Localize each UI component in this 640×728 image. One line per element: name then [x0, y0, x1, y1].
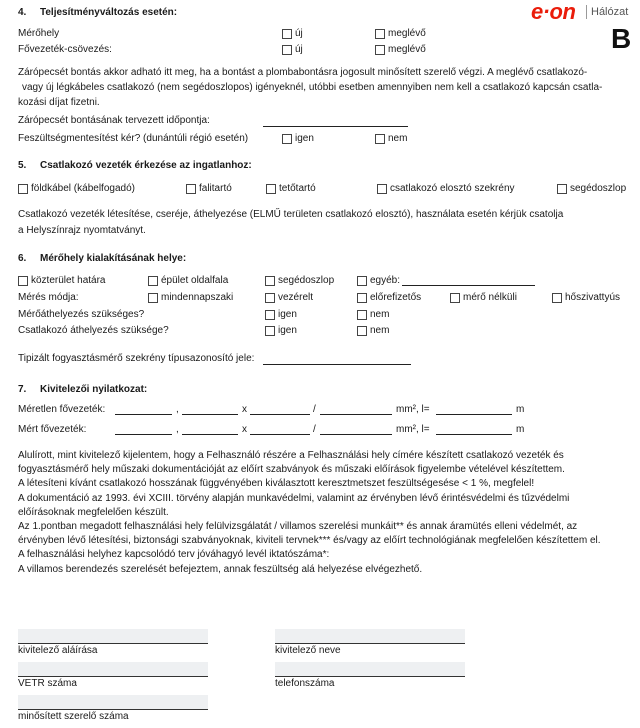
- section-7-number: 7.: [18, 384, 27, 395]
- metering-prepaid-option[interactable]: [357, 292, 421, 304]
- seal-date-label: Zárópecsét bontásának tervezett időpontja:: [18, 115, 210, 126]
- vetr-number-field[interactable]: [18, 662, 208, 677]
- declaration-line: fogyasztásmérő hely műszaki dokumentációját az előírt szabványok és műszaki előírások figyelembe vételével készítettem.: [18, 464, 565, 476]
- option-label: egyéb:: [370, 275, 401, 286]
- checkbox[interactable]: [375, 45, 385, 55]
- deenergize-no-option[interactable]: [375, 133, 407, 145]
- roof-bracket-option[interactable]: [266, 183, 316, 195]
- note-line: kozási díjat fizetni.: [18, 97, 100, 108]
- section-7-title: Kivitelezői nyilatkozat:: [40, 384, 148, 395]
- checkbox[interactable]: [18, 184, 28, 194]
- option-label: igen: [278, 309, 297, 320]
- option-label: vezérelt: [278, 292, 314, 303]
- section-5-title: Csatlakozó vezeték érkezése az ingatlanhoz:: [40, 160, 252, 171]
- option-label: igen: [295, 133, 314, 144]
- declaration-line: A dokumentáció az 1993. évi XCIII. törvény alapján munkavédelmi, valamint az érvényben lévő érintésvédelmi és tűzvédelmi: [18, 492, 570, 504]
- unmetered-main-line-label: Méretlen fővezeték:: [18, 404, 106, 415]
- checkbox[interactable]: [265, 293, 275, 303]
- main-line-new-option[interactable]: [282, 44, 303, 56]
- connection-relocation-yes-option[interactable]: [265, 325, 297, 337]
- section-6-number: 6.: [18, 253, 27, 264]
- option-label: nem: [388, 133, 408, 144]
- metered-neutral-section-field[interactable]: [320, 434, 392, 435]
- vetr-number-label: VETR száma: [18, 678, 77, 689]
- separator-comma: ,: [176, 404, 179, 415]
- checkbox[interactable]: [357, 293, 367, 303]
- site-plan-note: [18, 207, 563, 239]
- checkbox[interactable]: [357, 310, 367, 320]
- checkbox[interactable]: [450, 293, 460, 303]
- option-label: meglévő: [388, 28, 426, 39]
- logo-divider: [586, 5, 587, 19]
- contractor-signature-label: kivitelező aláírása: [18, 645, 98, 656]
- deenergize-yes-option[interactable]: [282, 133, 314, 145]
- contractor-name-label: kivitelező neve: [275, 645, 341, 656]
- option-label: új: [295, 44, 303, 55]
- checkbox[interactable]: [375, 134, 385, 144]
- checkbox[interactable]: [375, 29, 385, 39]
- metered-main-line-label: Mért fővezeték:: [18, 424, 87, 435]
- declaration-line: érvényben lévő létesítési, biztonsági szabványoknak, kiviteli tervnek*** és/vagy az előírt technológiának megfelelően készítettem el.: [18, 535, 601, 547]
- metered-cross-section-field[interactable]: [250, 434, 310, 435]
- option-label: új: [295, 28, 303, 39]
- metering-mode-label: Mérés módja:: [18, 292, 79, 303]
- section-5-number: 5.: [18, 160, 27, 171]
- meter-relocation-no-option[interactable]: [357, 309, 389, 321]
- option-label: előrefizetős: [370, 292, 422, 303]
- connection-relocation-no-option[interactable]: [357, 325, 389, 337]
- seal-date-field[interactable]: [263, 126, 408, 127]
- qualified-installer-number-label: minősített szerelő száma: [18, 711, 129, 722]
- option-label: nem: [370, 325, 390, 336]
- meter-point-new-option[interactable]: [282, 28, 303, 40]
- checkbox[interactable]: [282, 134, 292, 144]
- option-label: földkábel (kábelfogadó): [31, 183, 135, 194]
- declaration-line: előírásoknak megfelelően készült.: [18, 506, 169, 518]
- meter-point-existing-option[interactable]: [375, 28, 426, 40]
- metering-single-tariff-option[interactable]: [148, 292, 233, 304]
- declaration-line: A létesíteni kívánt csatlakozó hosszának függvényében kiválasztott keresztmetszet feszültségesése < 1 %, megfelel!: [18, 478, 535, 490]
- option-label: csatlakozó elosztó szekrény: [390, 183, 515, 194]
- seal-removal-note: [18, 65, 602, 110]
- checkbox[interactable]: [186, 184, 196, 194]
- checkbox[interactable]: [552, 293, 562, 303]
- unmetered-neutral-section-field[interactable]: [320, 414, 392, 415]
- metering-heat-pump-option[interactable]: [552, 292, 620, 304]
- meter-point-label: Mérőhely: [18, 28, 60, 39]
- checkbox[interactable]: [357, 326, 367, 336]
- connection-relocation-label: Csatlakozó áthelyezés szüksége?: [18, 325, 169, 336]
- metered-conductor-count-field[interactable]: [115, 434, 172, 435]
- cabinet-type-field[interactable]: [263, 364, 411, 365]
- declaration-line: A felhasználási helyhez kapcsolódó terv jóváhagyó levél iktatószáma*:: [18, 549, 330, 561]
- section-4-title: Teljesítményváltozás esetén:: [40, 7, 178, 18]
- separator-times: x: [242, 424, 247, 435]
- note-line: Zárópecsét bontás akkor adható itt meg, ha a bontást a plombabontásra jogosult minősített szerelő végzi. A meglévő csatlakozó-: [18, 67, 588, 78]
- declaration-line: Alulírott, mint kivitelező kijelentem, hogy a Felhasználó részére a Felhasználási hely címére készített csatlakozó vezeték és: [18, 450, 564, 461]
- building-wall-option[interactable]: [148, 275, 228, 287]
- checkbox[interactable]: [265, 326, 275, 336]
- public-boundary-option[interactable]: [18, 275, 106, 287]
- option-label: falitartó: [199, 183, 232, 194]
- checkbox[interactable]: [266, 184, 276, 194]
- checkbox[interactable]: [282, 29, 292, 39]
- checkbox[interactable]: [377, 184, 387, 194]
- cabinet-type-label: Tipizált fogyasztásmérő szekrény típusazonosító jele:: [18, 353, 255, 364]
- main-line-conduit-label: Fővezeték-csövezés:: [18, 44, 112, 55]
- phone-label: telefonszáma: [275, 678, 335, 689]
- unit-mm2-length: mm², l=: [396, 424, 430, 435]
- metered-phase-count-field[interactable]: [182, 434, 238, 435]
- auxiliary-pole-option[interactable]: [557, 183, 626, 195]
- division-name: Hálózat: [591, 6, 629, 18]
- unit-mm2-length: mm², l=: [396, 404, 430, 415]
- option-label: segédoszlop: [570, 183, 627, 194]
- metering-controlled-option[interactable]: [265, 292, 313, 304]
- deenergize-label: Feszültségmentesítést kér? (dunántúli régió esetén): [18, 133, 249, 144]
- option-label: hőszivattyús: [565, 292, 621, 303]
- note-line: a Helyszínrajz nyomtatványt.: [18, 225, 146, 236]
- checkbox[interactable]: [265, 276, 275, 286]
- unmetered-phase-count-field[interactable]: [182, 414, 238, 415]
- contractor-declaration: [18, 449, 601, 577]
- separator-comma: ,: [176, 424, 179, 435]
- checkbox[interactable]: [18, 276, 28, 286]
- eon-logo: e·on: [531, 0, 576, 24]
- checkbox[interactable]: [148, 276, 158, 286]
- phone-field[interactable]: [275, 662, 465, 677]
- meter-relocation-yes-option[interactable]: [265, 309, 297, 321]
- other-location-option[interactable]: [357, 275, 400, 287]
- separator-times: x: [242, 404, 247, 415]
- underground-cable-option[interactable]: [18, 183, 135, 195]
- meter-auxiliary-pole-option[interactable]: [265, 275, 334, 287]
- qualified-installer-number-field[interactable]: [18, 695, 208, 710]
- separator-slash: /: [313, 424, 316, 435]
- metering-unmetered-option[interactable]: [450, 292, 517, 304]
- unmetered-cross-section-field[interactable]: [250, 414, 310, 415]
- option-label: igen: [278, 325, 297, 336]
- contractor-signature-field[interactable]: [18, 629, 208, 644]
- unit-meter: m: [516, 424, 525, 435]
- option-label: mérő nélküli: [463, 292, 517, 303]
- note-line: Csatlakozó vezeték létesítése, cseréje, áthelyezése (ELMŰ területen csatlakozó elosztó), használata esetén kérjük csatolja: [18, 209, 564, 220]
- checkbox[interactable]: [282, 45, 292, 55]
- separator-slash: /: [313, 404, 316, 415]
- section-4-number: 4.: [18, 7, 27, 18]
- unit-meter: m: [516, 404, 525, 415]
- declaration-line: Az 1.pontban megadott felhasználási hely felülvizsgálatát / villamos szerelési munkáit** és annak áramütés elleni védelmét, az: [18, 521, 578, 533]
- option-label: épület oldalfala: [161, 275, 229, 286]
- declaration-line: A villamos berendezés szerelését befejeztem, annak feszültség alá helyezése elvégezhető.: [18, 563, 423, 575]
- unmetered-length-field[interactable]: [436, 414, 512, 415]
- option-label: mindennapszaki: [161, 292, 234, 303]
- contractor-name-field[interactable]: [275, 629, 465, 644]
- unmetered-conductor-count-field[interactable]: [115, 414, 172, 415]
- option-label: segédoszlop: [278, 275, 335, 286]
- main-line-existing-option[interactable]: [375, 44, 426, 56]
- option-label: közterület határa: [31, 275, 106, 286]
- meter-relocation-label: Mérőáthelyezés szükséges?: [18, 309, 145, 320]
- note-line: vagy új légkábeles csatlakozó (nem segédoszlopos) igényeknél, utóbbi esetben amennyiben nem kell a csatlakozó kapcsán csatla-: [22, 82, 603, 93]
- checkbox[interactable]: [357, 276, 367, 286]
- section-6-title: Mérőhely kialakításának helye:: [40, 253, 187, 264]
- option-label: tetőtartó: [279, 183, 316, 194]
- checkbox[interactable]: [148, 293, 158, 303]
- checkbox[interactable]: [265, 310, 275, 320]
- metered-length-field[interactable]: [436, 434, 512, 435]
- option-label: meglévő: [388, 44, 426, 55]
- option-label: nem: [370, 309, 390, 320]
- wall-bracket-option[interactable]: [186, 183, 232, 195]
- other-location-field[interactable]: [402, 285, 535, 286]
- form-variant-letter: B: [611, 23, 632, 54]
- distribution-cabinet-option[interactable]: [377, 183, 515, 195]
- checkbox[interactable]: [557, 184, 567, 194]
